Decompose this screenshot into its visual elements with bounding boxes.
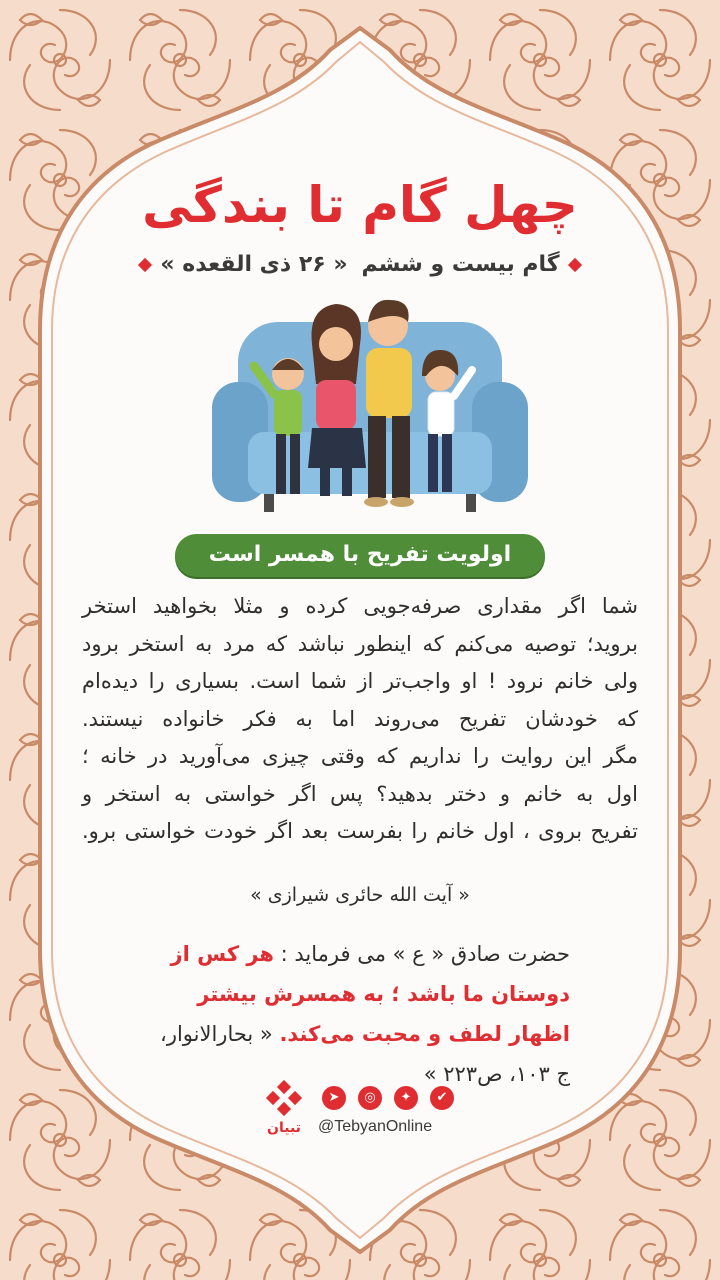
hadith-intro: حضرت صادق « ع » می فرماید :: [273, 942, 570, 966]
body-paragraph: [82, 588, 638, 851]
topic-banner: اولویت تفریح با همسر است: [175, 534, 545, 577]
body-line: تفریح بروی ، اول خانم را بفرست بعد اگر خودت خواستی برو.: [82, 819, 638, 843]
body-line: ولی خانم نرود ! او واجب‌تر از شما است. بسیاری را دیده‌ام: [82, 669, 638, 693]
brand-name: تبیان: [267, 1120, 301, 1136]
step-subtitle: [0, 252, 720, 277]
family-illustration: [208, 282, 532, 526]
twitter-icon[interactable]: ✦: [394, 1086, 418, 1110]
diamond-icon: [138, 258, 152, 272]
instagram-icon[interactable]: ◎: [358, 1086, 382, 1110]
social-handle[interactable]: @TebyanOnline: [318, 1118, 433, 1135]
body-line: بروید؛ توصیه می‌کنم که اینطور نباشد که مرد به استخر برود: [82, 631, 638, 656]
social-icons: [322, 1086, 462, 1114]
telegram-icon[interactable]: ➤: [322, 1086, 346, 1110]
footer: [0, 1080, 720, 1150]
hadith-quote: [150, 934, 570, 1094]
diamond-icon: [568, 258, 582, 272]
hadith-source: « بحارالانوار، ج ۱۰۳، ص۲۲۳ »: [160, 1022, 570, 1086]
hadith-text: هر کس از دوستان ما باشد ؛ به همسرش بیشتر اظهار لطف و محبت می‌کند.: [170, 942, 570, 1046]
page-title: چهل گام تا بندگی: [142, 176, 578, 234]
step-label: گام بیست و ششم: [361, 252, 560, 277]
body-line: اول به خانم و دختر بدهید؟ پس اگر خواستی به استخر و: [82, 781, 638, 806]
body-line: مگر این روایت را نداریم که وقتی چیزی می‌آورید در خانه ؛: [82, 744, 638, 768]
body-line: که خودشان تفریح می‌روند اما به فکر خانواده نیستند.: [82, 706, 638, 731]
author-reference: « آیت الله حائری شیرازی »: [250, 884, 470, 906]
body-line: شما اگر مقداری صرفه‌جویی کرده و مثلا بخواهید استخر: [82, 594, 638, 618]
step-date: « ۲۶ ذی القعده »: [160, 252, 348, 277]
verified-icon[interactable]: ✔: [430, 1086, 454, 1110]
